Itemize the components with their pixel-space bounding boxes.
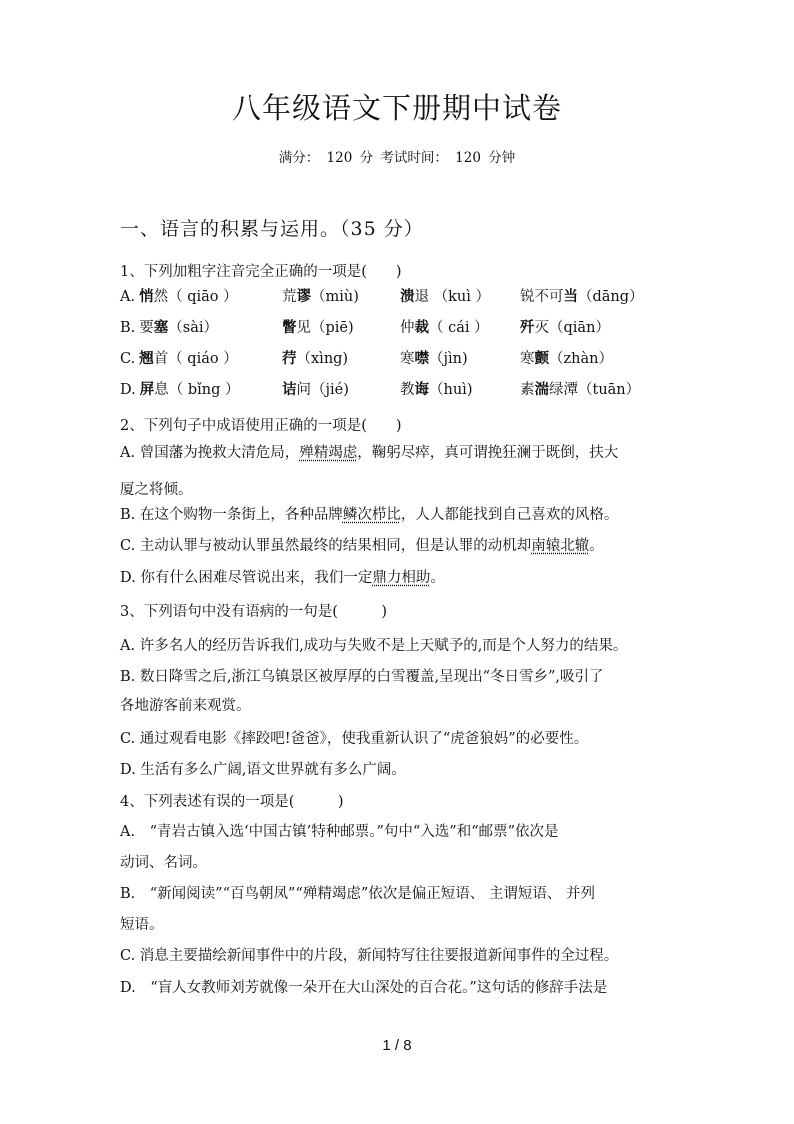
bold-character: 翘 <box>139 350 154 367</box>
text: 绿潭（tuān） <box>549 382 641 398</box>
bold-character: 裁 <box>414 319 429 336</box>
section-heading: 一、语言的积累与运用。（35 分） <box>120 218 424 240</box>
idiom: 南辕北辙 <box>531 538 590 554</box>
idiom: 殚精竭虑 <box>299 445 358 461</box>
bold-character: 歼 <box>520 319 535 336</box>
bold-character: 荇 <box>282 350 297 367</box>
text: （dāng） <box>578 289 644 305</box>
text: B. 在这个购物一条街上，各种品牌 <box>120 507 343 523</box>
question-2-stem: 2、下列句子中成语使用正确的一项是( ) <box>120 418 402 434</box>
text: 素 <box>520 382 535 398</box>
q1-option-b-item-2 <box>282 316 354 337</box>
question-4-option-b-cont: 短语。 <box>120 917 164 933</box>
text: （sài） <box>168 320 218 336</box>
text: 见（piē) <box>296 320 354 336</box>
text: 然（ qiāo ） <box>153 289 238 305</box>
q1-option-b-item-4 <box>520 316 610 337</box>
text: （ cái ） <box>429 320 489 336</box>
bold-character: 湍 <box>534 381 549 398</box>
q1-option-a-item-1 <box>120 285 238 306</box>
text: 寒 <box>520 351 535 367</box>
question-2-option-a <box>120 441 618 462</box>
text: 息（ bǐng ） <box>154 382 240 398</box>
bold-character: 颤 <box>534 350 549 367</box>
q1-option-c-item-1 <box>120 347 238 368</box>
idiom: 鳞次栉比 <box>342 507 401 523</box>
bold-character: 诘 <box>282 381 297 398</box>
q1-option-d-item-2 <box>282 378 349 399</box>
bold-character: 悄 <box>139 288 154 305</box>
question-2-option-b <box>120 503 618 524</box>
page-number: 1 / 8 <box>382 1037 412 1054</box>
question-4-option-b: B. “新闻阅读”“百鸟朝凤”“殚精竭虑”依次是偏正短语、 主谓短语、 并列 <box>120 886 595 902</box>
exam-title: 八年级语文下册期中试卷 <box>231 91 562 125</box>
text: （zhàn） <box>549 351 613 367</box>
bold-character: 谬 <box>296 288 311 305</box>
q1-option-a-item-4 <box>520 285 644 306</box>
option-label: C. <box>120 351 136 367</box>
exam-meta: 满分： 120 分 考试时间： 120 分钟 <box>278 150 516 166</box>
question-4-option-a-cont: 动词、名词。 <box>120 855 207 871</box>
question-4-stem: 4、下列表述有误的一项是( ) <box>120 794 344 810</box>
text: 仲 <box>400 320 415 336</box>
text: （xìng) <box>296 351 349 367</box>
question-3-option-a: A. 许多名人的经历告诉我们,成功与失败不是上天赋予的,而是个人努力的结果。 <box>120 638 628 654</box>
q1-option-a-item-2 <box>282 285 359 306</box>
q1-option-a-item-3 <box>400 285 490 306</box>
bold-character: 瞥 <box>282 319 297 336</box>
bold-character: 当 <box>563 288 578 305</box>
text: 问（jié) <box>296 382 349 398</box>
bold-character: 噤 <box>414 350 429 367</box>
option-label: A. <box>120 289 136 305</box>
text: ，人人都能找到自己喜欢的风格。 <box>400 507 619 523</box>
text: 寒 <box>400 351 415 367</box>
text: 灭（qiān） <box>534 320 610 336</box>
question-3-option-c: C. 通过观看电影《摔跤吧!爸爸》，使我重新认识了“虎爸狼妈”的必要性。 <box>120 731 589 747</box>
question-3-option-b-cont: 各地游客前来观赏。 <box>120 698 251 714</box>
q1-option-c-item-2 <box>282 347 348 368</box>
q1-option-b-item-1 <box>120 316 218 337</box>
text: 锐不可 <box>520 289 564 305</box>
text: 首（ qiáo ） <box>153 351 238 367</box>
q1-option-d-item-3 <box>400 378 472 399</box>
text: 要 <box>139 320 154 336</box>
q1-option-d-item-4 <box>520 378 640 399</box>
option-label: D. <box>120 382 136 398</box>
text: 荒 <box>282 289 297 305</box>
question-2-option-c <box>120 534 604 555</box>
text: （miù) <box>311 289 359 305</box>
question-3-stem: 3、下列语句中没有语病的一句是( ) <box>120 604 388 620</box>
idiom: 鼎力相助 <box>372 570 431 586</box>
text: C. 主动认罪与被动认罪虽然最终的结果相同，但是认罪的动机却 <box>120 538 532 554</box>
q1-option-b-item-3 <box>400 316 489 337</box>
question-2-option-a-cont: 厦之将倾。 <box>120 482 193 498</box>
q1-option-c-item-4 <box>520 347 613 368</box>
text: 教 <box>400 382 415 398</box>
bold-character: 诲 <box>414 381 429 398</box>
q1-option-c-item-3 <box>400 347 468 368</box>
question-1-stem: 1、下列加粗字注音完全正确的一项是( ) <box>120 264 402 280</box>
question-4-option-a: A. “青岩古镇入选‘中国古镇’特种邮票。”句中“入选”和“邮票”依次是 <box>120 824 559 840</box>
bold-character: 塞 <box>153 319 169 336</box>
bold-character: 屏 <box>139 381 155 398</box>
text: （huì) <box>429 382 473 398</box>
question-3-option-d: D. 生活有多么广阔,语文世界就有多么广阔。 <box>120 762 406 778</box>
text: 。 <box>589 538 604 554</box>
text: （jìn) <box>429 351 468 367</box>
text: ，鞠躬尽瘁，真可谓挽狂澜于既倒，扶大 <box>357 445 619 461</box>
question-4-option-c: C. 消息主要描绘新闻事件中的片段，新闻特写往往要报道新闻事件的全过程。 <box>120 948 619 964</box>
q1-option-d-item-1 <box>120 378 239 399</box>
question-2-option-d <box>120 566 445 587</box>
text: 。 <box>430 570 445 586</box>
question-4-option-d: D. “盲人女教师刘芳就像一朵开在大山深处的百合花。”这句话的修辞手法是 <box>120 980 608 996</box>
text: 退 （kuì ） <box>414 289 490 305</box>
text: D. 你有什么困难尽管说出来，我们一定 <box>120 570 373 586</box>
text: A. 曾国藩为挽救大清危局， <box>120 445 300 461</box>
bold-character: 溃 <box>400 288 415 305</box>
option-label: B. <box>120 320 136 336</box>
question-3-option-b: B. 数日降雪之后,浙江乌镇景区被厚厚的白雪覆盖,呈现出“冬日雪乡”,吸引了 <box>120 669 604 685</box>
